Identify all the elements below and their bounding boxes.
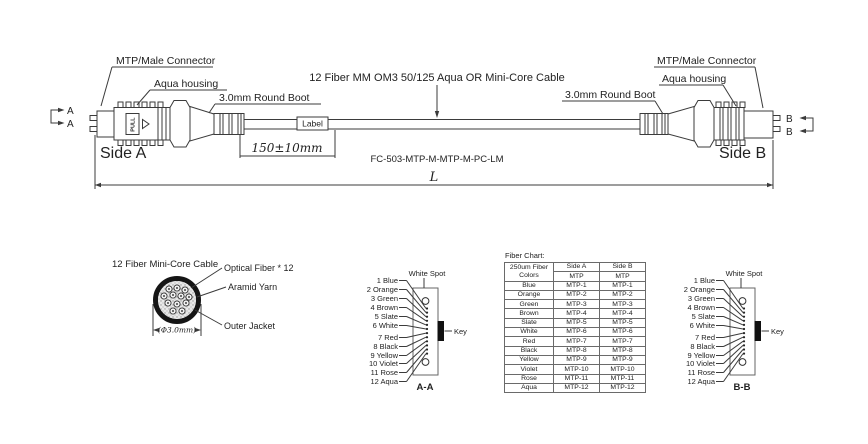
side-a-cell: MTP-3: [554, 300, 600, 309]
cable-callout-arrow: [435, 85, 439, 118]
fiber-color-cell: Aqua: [505, 383, 554, 392]
side-b-cell: MTP-11: [600, 374, 646, 383]
fiber-label: 1 Blue: [376, 276, 398, 285]
diameter-dim-text: (Φ3.0mm): [157, 325, 197, 335]
callout-aqua-housing-a-text: Aqua housing: [154, 78, 219, 90]
fiber-color-cell: Slate: [505, 318, 554, 327]
yarn-callout-text: Aramid Yarn: [228, 282, 278, 292]
subheader-mtp-a: MTP: [554, 272, 600, 281]
fiber-chart-row: [505, 383, 646, 392]
fiber-chart-row: [505, 318, 646, 327]
fiber-label: 5 Slate: [374, 312, 398, 321]
fiber-chart: [504, 251, 646, 393]
callout-mtp-connector-a-text: MTP/Male Connector: [116, 55, 216, 67]
fiber-chart-row: [505, 281, 646, 290]
fiber-label: 8 Black: [373, 342, 398, 351]
fiber-label: 8 Black: [690, 342, 715, 351]
fiber-chart-row: [505, 337, 646, 346]
side-a-cell: MTP-1: [554, 281, 600, 290]
fiber-list-bb: [684, 276, 716, 386]
side-b-cell: MTP-6: [600, 328, 646, 337]
side-a-cell: MTP-2: [554, 290, 600, 299]
fiber-label: 2 Orange: [366, 285, 398, 294]
side-a-cell: MTP-4: [554, 309, 600, 318]
fiber-color-cell: Violet: [505, 365, 554, 374]
fiber-color-cell: Green: [505, 300, 554, 309]
pinout-view-bb: [716, 278, 769, 382]
callout-boot-b-text: 3.0mm Round Boot: [565, 89, 656, 101]
fiber-label: 12 Aqua: [370, 377, 398, 386]
side-a-cell: MTP-7: [554, 337, 600, 346]
fiber-label: 3 Green: [687, 294, 715, 303]
fiber-color-cell: Rose: [505, 374, 554, 383]
callout-mtp-connector-b-text: MTP/Male Connector: [657, 55, 757, 67]
side-b-cell: MTP-7: [600, 337, 646, 346]
part-number: FC-503-MTP-M-MTP-M-PC-LM: [370, 154, 504, 165]
subheader-mtp-b: MTP: [600, 272, 646, 281]
white-spot-label-bb: White Spot: [725, 269, 763, 278]
fiber-label: 6 White: [372, 321, 398, 330]
fiber-color-cell: White: [505, 328, 554, 337]
view-label-bb: B-B: [733, 382, 751, 393]
side-a-cell: MTP-10: [554, 365, 600, 374]
white-spot-label-aa: White Spot: [408, 269, 446, 278]
fiber-label: 4 Brown: [687, 303, 715, 312]
side-b-cell: MTP-12: [600, 383, 646, 392]
fiber-label: 6 White: [689, 321, 715, 330]
fiber-color-cell: Blue: [505, 281, 554, 290]
header-line2: Colors: [519, 271, 539, 279]
section-letter-a2: A: [67, 119, 74, 130]
column-header-side-b: Side B: [600, 263, 646, 272]
section-indicator-b: [800, 116, 814, 133]
side-a-cell: MTP-11: [554, 374, 600, 383]
fiber-color-cell: Red: [505, 337, 554, 346]
fiber-label: 11 Rose: [370, 368, 398, 377]
fiber-label: 11 Rose: [687, 368, 715, 377]
view-label-aa: A-A: [416, 382, 434, 393]
boot-length-dim-text: 150±10mm: [251, 141, 323, 155]
side-b-cell: MTP-2: [600, 290, 646, 299]
fiber-label: 10 Violet: [685, 359, 715, 368]
side-b-cell: MTP-8: [600, 346, 646, 355]
key-label-aa: Key: [454, 327, 467, 336]
pull-label: PULL: [130, 117, 137, 132]
label-tag-text: Label: [302, 118, 323, 129]
fiber-color-cell: Black: [505, 346, 554, 355]
fiber-label: 7 Red: [377, 333, 398, 342]
callout-boot-b: [562, 101, 663, 114]
side-b-label: Side B: [719, 145, 767, 162]
side-b-connector: [640, 101, 780, 148]
fiber-chart-table: [504, 262, 646, 393]
side-b-cell: MTP-10: [600, 365, 646, 374]
side-b-cell: MTP-9: [600, 355, 646, 364]
fiber-color-cell: Orange: [505, 290, 554, 299]
column-header-side-a: Side A: [554, 263, 600, 272]
header-line1: 250um Fiber: [509, 264, 549, 272]
callout-boot-a-text: 3.0mm Round Boot: [219, 92, 310, 104]
pinout-view-aa: [399, 278, 452, 382]
fiber-chart-row: [505, 346, 646, 355]
fiber-label: 9 Yellow: [687, 351, 715, 360]
fiber-label: 9 Yellow: [370, 351, 398, 360]
cable-callout-text: 12 Fiber MM OM3 50/125 Aqua OR Mini-Core Cable: [309, 72, 565, 84]
section-letter-a1: A: [67, 106, 74, 117]
key-tab-bb: [755, 321, 762, 341]
side-a-connector: [90, 101, 244, 148]
fiber-chart-row: [505, 309, 646, 318]
fiber-label: 12 Aqua: [687, 377, 715, 386]
side-a-cell: MTP-5: [554, 318, 600, 327]
side-b-cell: MTP-1: [600, 281, 646, 290]
section-letter-b2: B: [786, 127, 793, 138]
fiber-color-cell: Yellow: [505, 355, 554, 364]
jacket-callout-text: Outer Jacket: [224, 321, 276, 331]
cross-section-title: 12 Fiber Mini-Core Cable: [112, 259, 219, 270]
overall-length-dim-text: L: [429, 170, 439, 185]
fiber-label: 4 Brown: [370, 303, 398, 312]
fiber-label: 10 Violet: [368, 359, 398, 368]
fiber-chart-header-row: [505, 263, 646, 272]
section-letter-b1: B: [786, 114, 793, 125]
fiber-list-aa: [367, 276, 399, 386]
fiber-label: 7 Red: [694, 333, 715, 342]
side-a-label: Side A: [100, 145, 147, 162]
fiber-chart-row: [505, 328, 646, 337]
side-b-cell: MTP-3: [600, 300, 646, 309]
fiber-chart-row: [505, 365, 646, 374]
callout-aqua-housing-b-text: Aqua housing: [662, 73, 727, 85]
fiber-chart-row: [505, 355, 646, 364]
side-a-cell: MTP-8: [554, 346, 600, 355]
fiber-chart-row: [505, 290, 646, 299]
side-a-cell: MTP-9: [554, 355, 600, 364]
column-header-colors: [505, 263, 554, 282]
callout-boot-a: [209, 104, 321, 113]
fiber-chart-row: [505, 374, 646, 383]
fiber-label: 1 Blue: [693, 276, 715, 285]
side-a-cell: MTP-6: [554, 328, 600, 337]
fiber-chart-title: Fiber Chart:: [505, 251, 545, 260]
key-label-bb: Key: [771, 327, 784, 336]
section-indicator-a: [51, 108, 65, 125]
fiber-label: 3 Green: [370, 294, 398, 303]
fiber-label: 2 Orange: [683, 285, 715, 294]
key-tab-aa: [438, 321, 445, 341]
side-a-cell: MTP-12: [554, 383, 600, 392]
side-b-cell: MTP-4: [600, 309, 646, 318]
fiber-label: 5 Slate: [691, 312, 715, 321]
side-b-cell: MTP-5: [600, 318, 646, 327]
fiber-color-cell: Brown: [505, 309, 554, 318]
fiber-chart-row: [505, 300, 646, 309]
fiber-callout-text: Optical Fiber * 12: [224, 263, 294, 273]
